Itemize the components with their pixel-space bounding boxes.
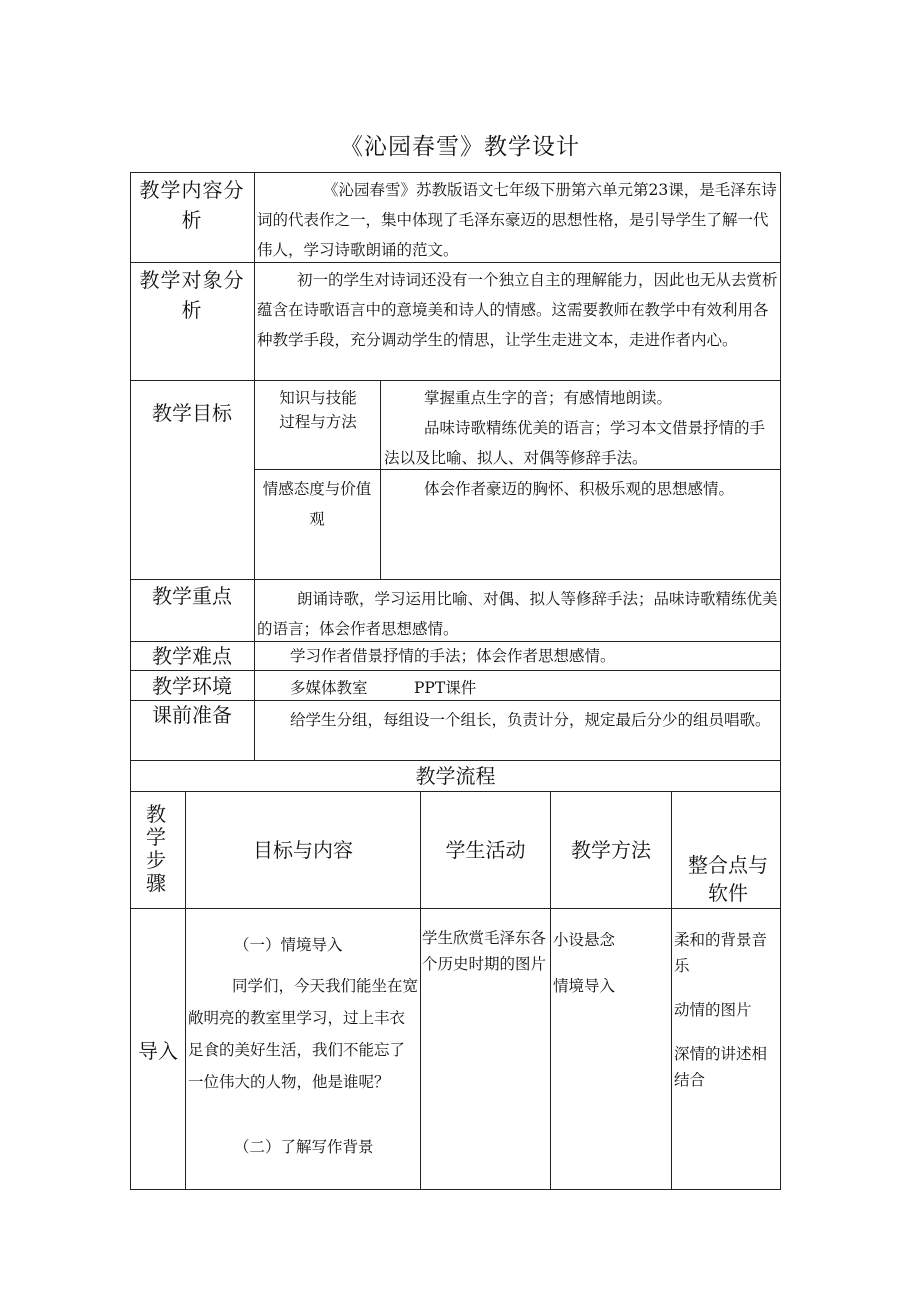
col-step: 教学步骤 — [146, 802, 166, 895]
goal-emotion-name: 情感态度与价值观 — [262, 480, 372, 528]
flow-heading: 教学流程 — [415, 764, 496, 788]
preparation-text: 给学生分组，每组设一个组长，负责计分，规定最后分少的组员唱歌。 — [290, 711, 771, 729]
col-software: 整合点与软件 — [688, 853, 768, 905]
goal-process-name: 过程与方法 — [279, 413, 357, 431]
key-points-text: 朗诵诗歌，学习运用比喻、对偶、拟人等修辞手法；品味诗歌精练优美的语言；体会作者思想感情。 — [257, 590, 778, 638]
preparation-label: 课前准备 — [152, 703, 232, 727]
content-analysis-label: 教学内容分析 — [139, 178, 245, 232]
object-analysis-label: 教学对象分析 — [139, 268, 245, 322]
intro-method-1: 小设悬念 — [553, 931, 616, 949]
col-activity: 学生活动 — [445, 838, 526, 862]
intro-activity: 学生欣赏毛泽东各个历史时期的图片 — [422, 929, 547, 973]
content-analysis-text: 《沁园春雪》苏教版语文七年级下册第六单元第23课，是毛泽东诗词的代表作之一，集中体现了毛泽东豪迈的思想性格，是引导学生了解一代伟人，学习诗歌朗诵的范文。 — [257, 181, 777, 259]
intro-method-2: 情境导入 — [553, 977, 616, 995]
intro-content-3: （二）了解写作背景 — [234, 1138, 374, 1156]
intro-software-3: 深情的讲述相结合 — [674, 1045, 768, 1089]
goal-knowledge-text: 掌握重点生字的音；有感情地朗读。 — [424, 389, 673, 407]
environment-label: 教学环境 — [152, 674, 232, 698]
goals-label: 教学目标 — [152, 401, 232, 425]
object-analysis-text: 初一的学生对诗词还没有一个独立自主的理解能力，因此也无从去赏析蕴含在诗歌语言中的意境美和诗人的情感。这需要教师在教学中有效利用各种教学手段，充分调动学生的情思，让学生走进文本，走进作者内心。 — [257, 271, 778, 349]
col-content: 目标与内容 — [253, 838, 353, 862]
intro-software-2: 动情的图片 — [674, 1001, 752, 1019]
key-points-label: 教学重点 — [152, 584, 232, 608]
intro-software-1: 柔和的背景音乐 — [674, 931, 768, 975]
intro-content-2: 同学们，今天我们能坐在宽敞明亮的教室里学习，过上丰衣足食的美好生活，我们不能忘了一位伟大的人物，他是谁呢？ — [188, 977, 419, 1091]
difficulties-label: 教学难点 — [152, 644, 232, 668]
goal-knowledge-name: 知识与技能 — [279, 389, 357, 407]
col-method: 教学方法 — [571, 838, 651, 862]
goal-emotion-text: 体会作者豪迈的胸怀、积极乐观的思想感情。 — [424, 480, 735, 498]
environment-text: 多媒体教室 PPT课件 — [290, 679, 477, 697]
intro-content-1: （一）情境导入 — [234, 936, 343, 954]
goal-process-text: 品味诗歌精练优美的语言；学习本文借景抒情的手法以及比喻、拟人、对偶等修辞手法。 — [384, 419, 766, 467]
intro-step-label: 导入 — [138, 1039, 178, 1063]
difficulties-text: 学习作者借景抒情的手法；体会作者思想感情。 — [290, 647, 616, 665]
page-title: 《沁园春雪》教学设计 — [340, 134, 580, 160]
